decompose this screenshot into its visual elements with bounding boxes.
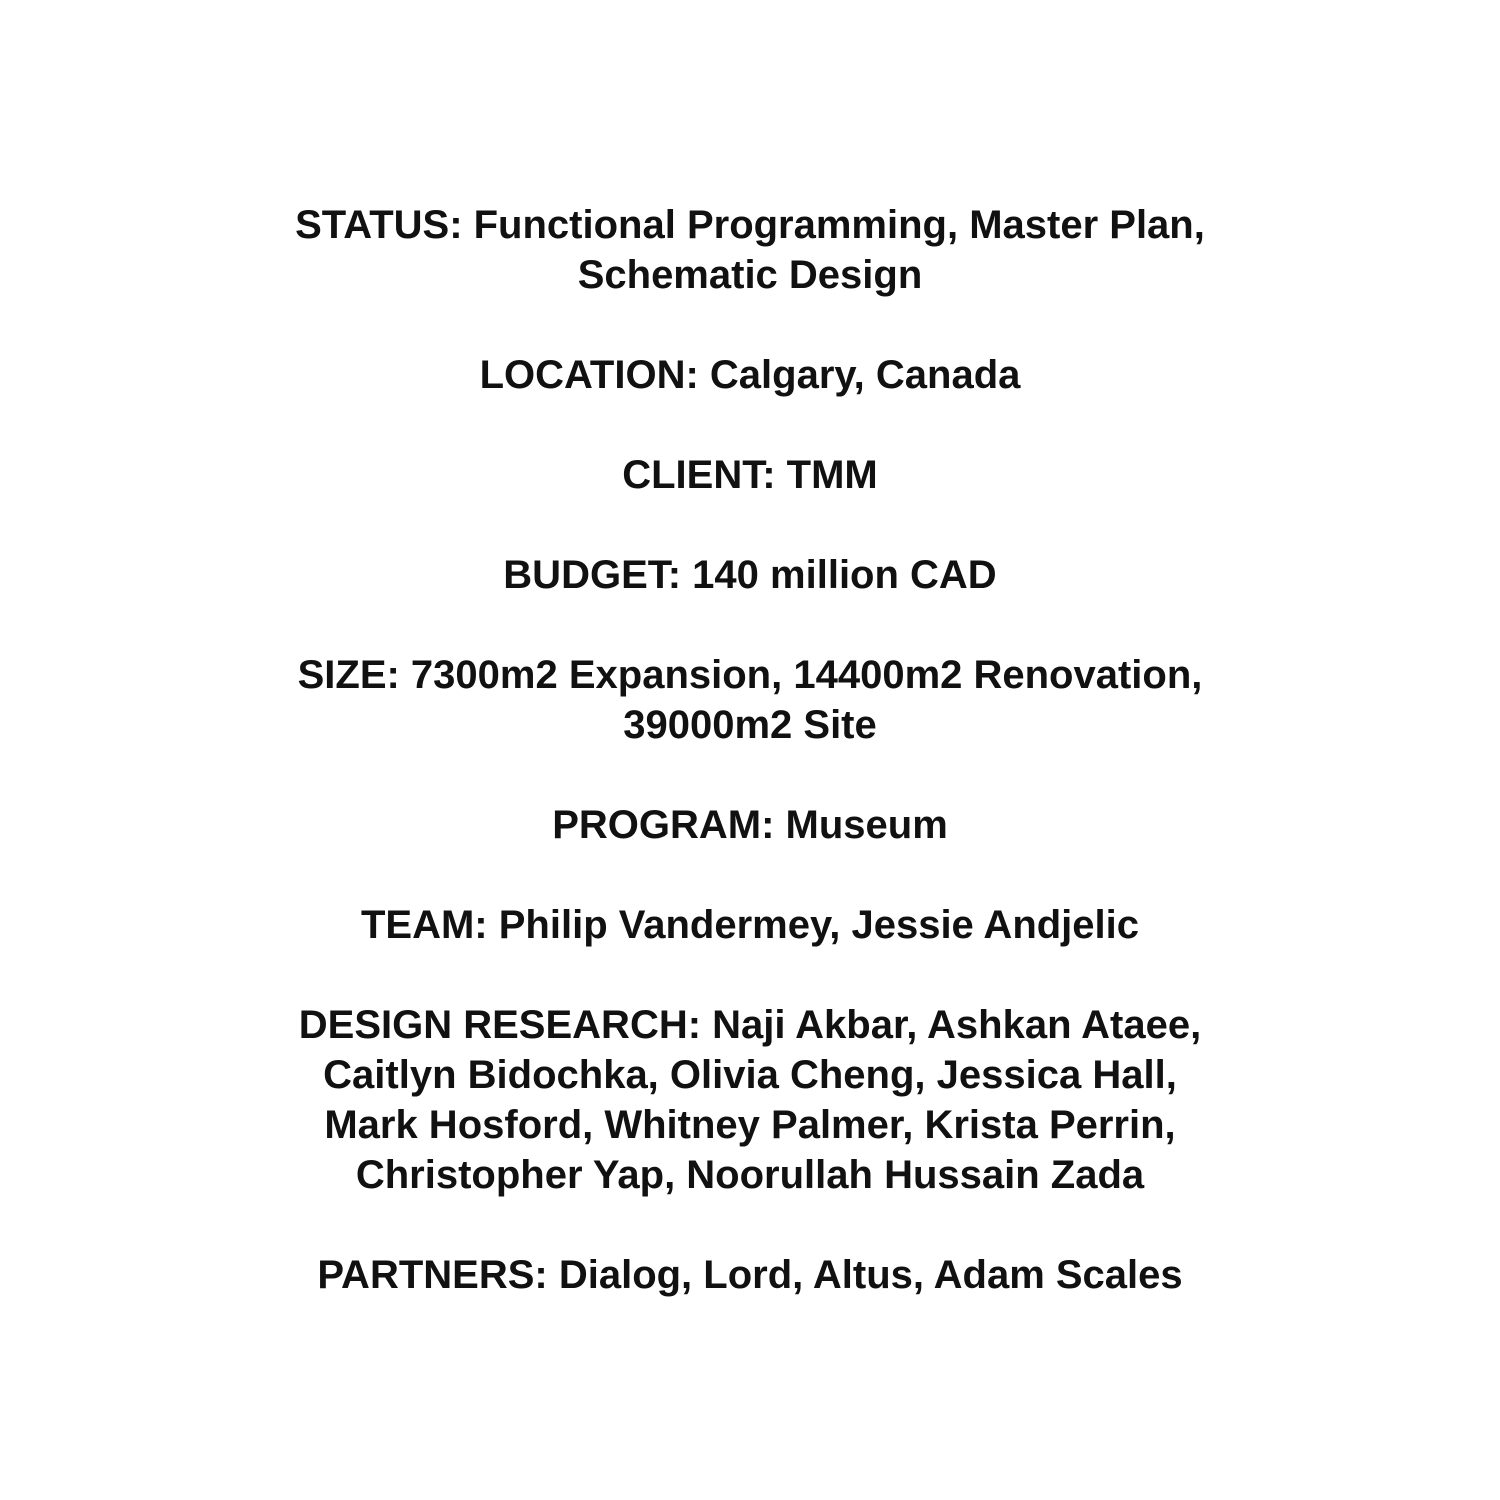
program-entry <box>150 800 1350 850</box>
design-research-line-1: DESIGN RESEARCH: Naji Akbar, Ashkan Ataee, <box>298 1003 1202 1047</box>
team-text: TEAM: Philip Vandermey, Jessie Andjelic <box>360 903 1140 947</box>
status-line-2: Schematic Design <box>577 253 923 297</box>
team-entry <box>150 900 1350 950</box>
program-text: PROGRAM: Museum <box>552 803 948 847</box>
partners-entry <box>150 1250 1350 1300</box>
status-line-1: STATUS: Functional Programming, Master Plan, <box>295 203 1205 247</box>
design-research-line-2: Caitlyn Bidochka, Olivia Cheng, Jessica Hall, <box>323 1053 1177 1097</box>
location-text: LOCATION: Calgary, Canada <box>479 353 1021 397</box>
partners-text: PARTNERS: Dialog, Lord, Altus, Adam Scales <box>317 1253 1183 1297</box>
design-research-entry <box>150 1000 1350 1200</box>
project-info-block <box>150 200 1350 1350</box>
client-text: CLIENT: TMM <box>622 453 878 497</box>
budget-entry <box>150 550 1350 600</box>
size-entry <box>150 650 1350 750</box>
status-entry <box>150 200 1350 300</box>
design-research-line-4: Christopher Yap, Noorullah Hussain Zada <box>355 1153 1145 1197</box>
size-line-2: 39000m2 Site <box>623 703 877 747</box>
size-line-1: SIZE: 7300m2 Expansion, 14400m2 Renovation, <box>297 653 1203 697</box>
budget-text: BUDGET: 140 million CAD <box>503 553 997 597</box>
location-entry <box>150 350 1350 400</box>
design-research-line-3: Mark Hosford, Whitney Palmer, Krista Perrin, <box>324 1103 1176 1147</box>
client-entry <box>150 450 1350 500</box>
